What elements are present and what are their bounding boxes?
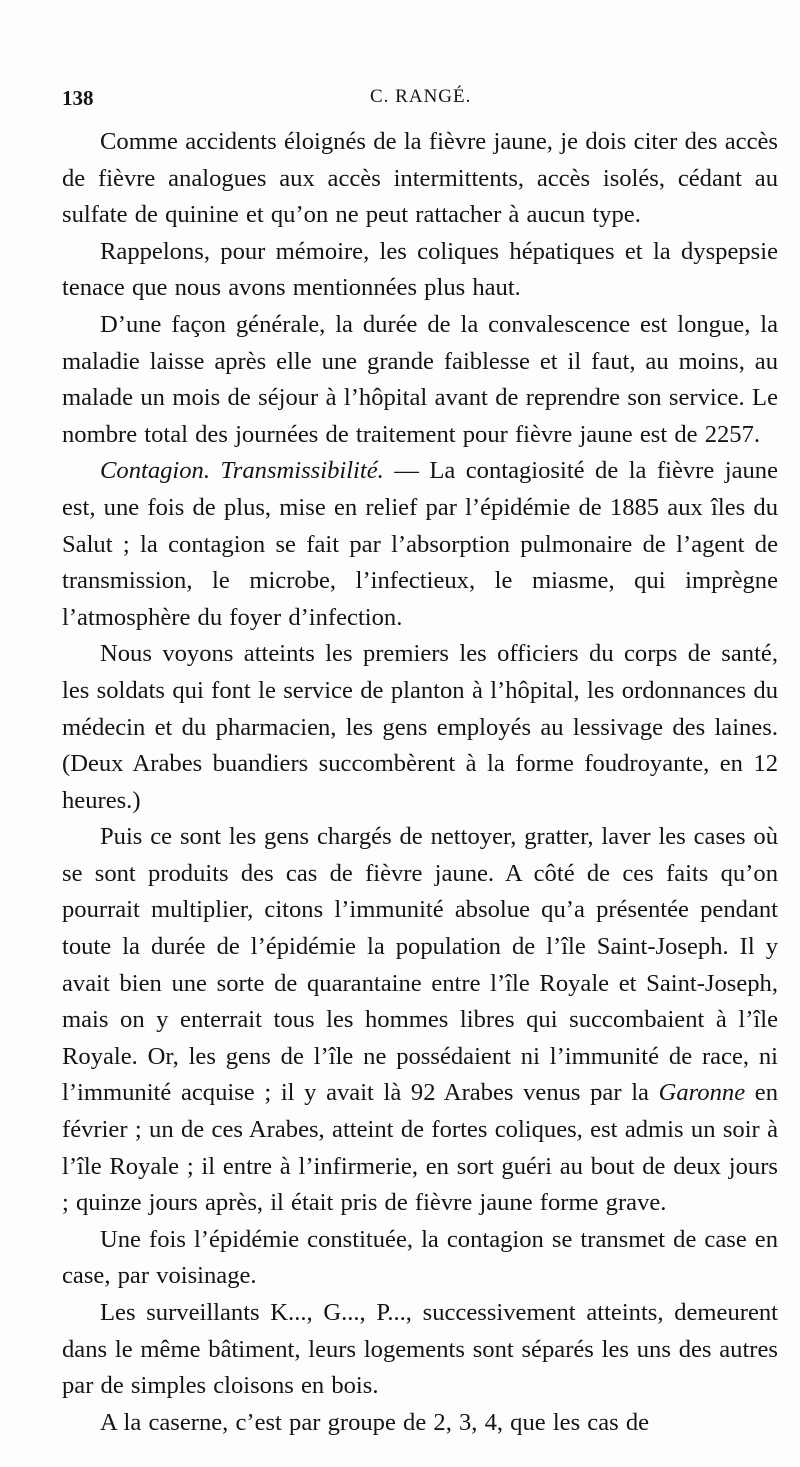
paragraph bbox=[62, 1295, 778, 1405]
page-header bbox=[62, 86, 778, 116]
paragraph bbox=[62, 307, 778, 453]
paragraph bbox=[62, 124, 778, 234]
paragraph bbox=[62, 1405, 778, 1442]
body-text bbox=[62, 124, 778, 1441]
paragraph-text: Puis ce sont les gens chargés de nettoyer, gratter, laver les cases où se sont produits des cas de fièvre jaune. A côté de ces faits qu’on pourrait multiplier, citons l’immunité absolue qu’a présentée pendant toute la durée de l’épidémie la population de l’île Saint-Joseph. Il y avait bien une sorte de quarantaine entre l’île Royale et Saint-Joseph, mais on y enterrait tous les hommes libres qui succombaient à l’île Royale. Or, les gens de l’île ne possédaient ni l’immunité de race, ni l’immunité acquise ; il y avait là 92 Arabes venus par la bbox=[62, 823, 778, 1107]
paragraph bbox=[62, 636, 778, 819]
paragraph-text: Rappelons, pour mémoire, les coliques hépatiques et la dyspepsie tenace que nous avons mentionnées plus haut. bbox=[62, 237, 778, 302]
paragraph-text: — La contagiosité de la fièvre jaune est, une fois de plus, mise en relief par l’épidémie de 1885 aux îles du Salut ; la contagion se fait par l’absorption pulmonaire de l’agent de transmission, le microbe, l’infectieux, le miasme, qui imprègne l’atmosphère du foyer d’infection. bbox=[62, 457, 778, 631]
paragraph-text: Les surveillants K..., G..., P..., successivement atteints, demeurent dans le même bâtiment, leurs logements sont séparés les uns des autres par de simples cloisons en bois. bbox=[62, 1299, 778, 1400]
paragraph bbox=[62, 819, 778, 1222]
paragraph bbox=[62, 234, 778, 307]
paragraph bbox=[62, 453, 778, 636]
running-head: C. RANGÉ. bbox=[370, 86, 472, 107]
ship-name: Garonne bbox=[658, 1079, 746, 1107]
page-number: 138 bbox=[62, 86, 94, 110]
paragraph-text: A la caserne, c’est par groupe de 2, 3, 4, que les cas de bbox=[100, 1408, 650, 1436]
section-heading: Contagion. Transmissibilité. bbox=[100, 457, 384, 485]
paragraph-text: Une fois l’épidémie constituée, la contagion se transmet de case en case, par voisinage. bbox=[62, 1225, 778, 1290]
paragraph-text: D’une façon générale, la durée de la convalescence est longue, la maladie laisse après elle une grande faiblesse et il faut, au moins, au malade un mois de séjour à l’hôpital avant de reprendre son service. Le nombre total des journées de traitement pour fièvre jaune est de 2257. bbox=[62, 310, 778, 448]
paragraph-text: en février ; un de ces Arabes, atteint de fortes coliques, est admis un soir à l’île Royale ; il entre à l’infirmerie, en sort guéri au bout de deux jours ; quinze jours après, il était pris de fièvre jaune forme grave. bbox=[62, 1079, 778, 1217]
paragraph bbox=[62, 1222, 778, 1295]
paragraph-text: Nous voyons atteints les premiers les officiers du corps de santé, les soldats qui font le service de planton à l’hôpital, les ordonnances du médecin et du pharmacien, les gens employés au lessivage des laines. (Deux Arabes buandiers succombèrent à la forme foudroyante, en 12 heures.) bbox=[62, 640, 778, 814]
paragraph-text: Comme accidents éloignés de la fièvre jaune, je dois citer des accès de fièvre analogues aux accès intermittents, accès isolés, cédant au sulfate de quinine et qu’on ne peut rattacher à aucun type. bbox=[62, 128, 778, 229]
